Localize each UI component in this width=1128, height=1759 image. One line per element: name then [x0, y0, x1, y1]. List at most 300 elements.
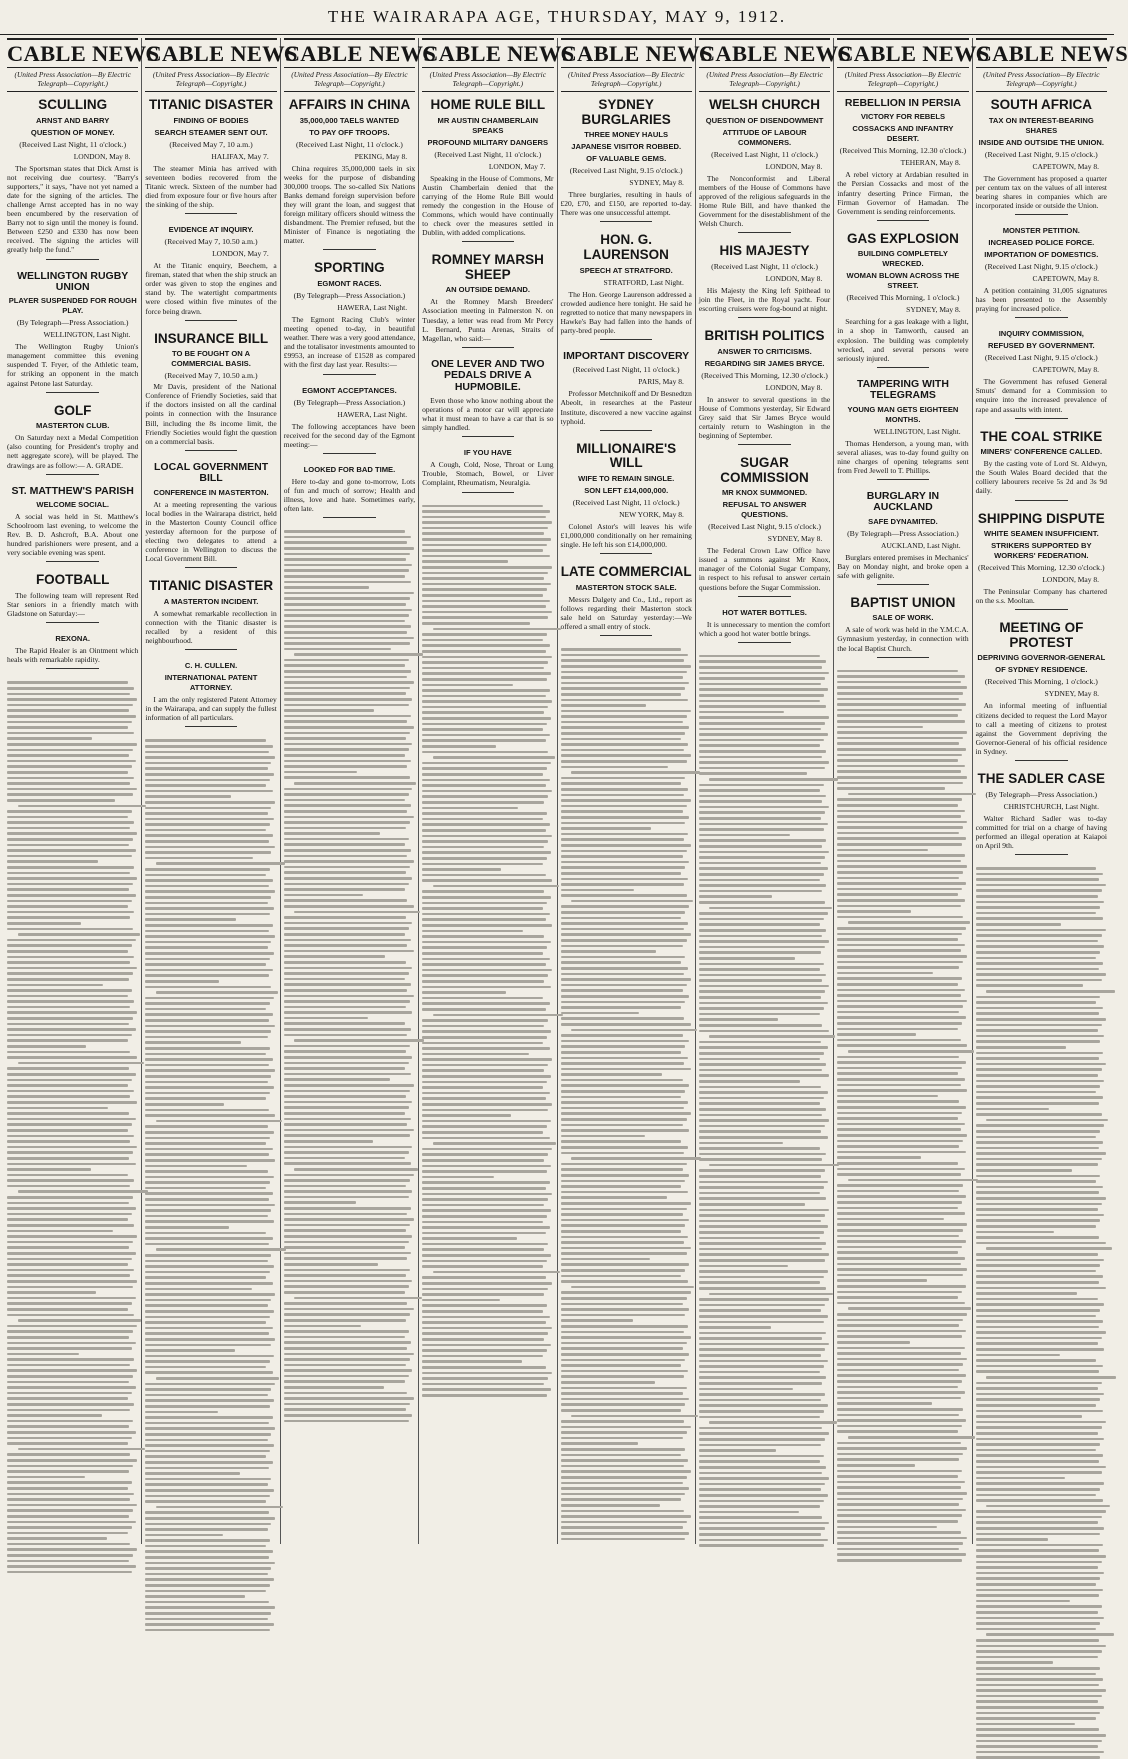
- print-line: [976, 1684, 1099, 1687]
- print-line: [145, 1304, 267, 1307]
- print-line: [976, 1342, 1098, 1345]
- print-line: [699, 1086, 821, 1089]
- print-line: [422, 1081, 547, 1084]
- print-line: [7, 1202, 129, 1205]
- print-line: [284, 1274, 406, 1277]
- print-line: [848, 1179, 978, 1182]
- article: [561, 231, 692, 344]
- dateline: LONDON, May 7.: [212, 249, 269, 259]
- print-line: [145, 907, 274, 910]
- print-line: [837, 1162, 958, 1165]
- article-body: I am the only registered Patent Attorney in the Wairarapa, and can supply the fullest information of all particulars.: [145, 695, 277, 723]
- print-line: [145, 1204, 275, 1207]
- print-line: [7, 1465, 133, 1468]
- print-line: [837, 1145, 959, 1148]
- print-line: [976, 1281, 1099, 1284]
- print-line: [145, 1192, 272, 1195]
- print-line: [699, 1130, 821, 1133]
- article-subhead: WOMAN BLOWN ACROSS THE STREET.: [846, 271, 960, 291]
- print-line: [7, 1174, 128, 1177]
- dateline: SYDNEY, May 8.: [629, 178, 684, 188]
- article-subhead: A MASTERTON INCIDENT.: [163, 596, 259, 606]
- print-line: [976, 901, 1105, 904]
- print-line: [422, 678, 547, 681]
- print-line: [7, 1560, 129, 1563]
- dateline: STRATFORD, Last Night.: [603, 277, 684, 287]
- print-line: [7, 810, 132, 813]
- print-line: [284, 1414, 413, 1417]
- print-line: [699, 851, 829, 854]
- print-line: [976, 1499, 1103, 1502]
- print-line: [699, 655, 820, 658]
- print-line: [145, 1153, 268, 1156]
- print-line: [976, 1494, 1097, 1497]
- print-line: [145, 1567, 271, 1570]
- print-line: [976, 1678, 1103, 1681]
- print-line: [145, 969, 272, 972]
- print-line: [7, 1347, 132, 1350]
- print-line: [699, 1069, 822, 1072]
- print-line: [976, 1449, 1097, 1452]
- article-subhead: ATTITUDE OF LABOUR COMMONERS.: [722, 127, 807, 147]
- print-line: [699, 1505, 820, 1508]
- print-line: [145, 1159, 275, 1162]
- print-line: [145, 1187, 266, 1190]
- print-line: [976, 1516, 1102, 1519]
- press-credit: (United Press Association—By Electric Telegraph—Copyright.): [699, 68, 830, 92]
- print-line: [976, 1326, 1099, 1329]
- print-line: [7, 922, 81, 925]
- print-line: [986, 990, 1115, 993]
- print-line: [422, 1221, 543, 1224]
- print-line: [284, 983, 411, 986]
- print-line: [7, 1353, 79, 1356]
- print-line: [422, 1042, 543, 1045]
- print-line: [422, 1058, 552, 1061]
- print-line: [976, 1018, 1106, 1021]
- print-line: [699, 1511, 799, 1514]
- print-line: [284, 676, 407, 679]
- article-body: A rebel victory at Ardabian resulted in the Persian Cossacks and most of the infantry deserting Prince Firman, the Firman Governor of Hamadan. The Government is sending reinforcements.: [837, 170, 969, 216]
- print-line: [7, 1028, 136, 1031]
- print-line: [976, 1152, 1106, 1155]
- received-note: (Received May 7, 10 a.m.): [169, 139, 253, 149]
- print-line: [145, 997, 274, 1000]
- article-subhead: WHITE SEAMEN INSUFFICIENT.: [983, 529, 1099, 539]
- article: [561, 96, 692, 226]
- print-line: [145, 1383, 275, 1386]
- print-line: [561, 1347, 683, 1350]
- print-line: [422, 1232, 545, 1235]
- print-line: [422, 717, 551, 720]
- print-line: [422, 1103, 552, 1106]
- print-line: [145, 1075, 271, 1078]
- print-line: [976, 1309, 1101, 1312]
- print-line: [561, 1291, 691, 1294]
- print-line: [699, 1360, 828, 1363]
- print-line: [976, 1410, 1103, 1413]
- print-line: [976, 945, 1105, 948]
- print-line: [561, 1476, 687, 1479]
- article-headline: INSURANCE BILL: [154, 330, 269, 346]
- print-line: [837, 1061, 966, 1064]
- received-note: (By Telegraph—Press Association.): [847, 528, 959, 538]
- dense-print-filler: [699, 652, 830, 1547]
- print-line: [976, 906, 1101, 909]
- print-line: [422, 1125, 547, 1128]
- print-line: [699, 1376, 826, 1379]
- print-line: [976, 1191, 1099, 1194]
- print-line: [7, 1403, 134, 1406]
- print-line: [699, 1013, 820, 1016]
- print-line: [284, 1269, 410, 1272]
- article-headline: SCULLING: [38, 97, 108, 112]
- print-line: [284, 916, 406, 919]
- print-line: [145, 1545, 266, 1548]
- print-line: [976, 1057, 1099, 1060]
- print-line: [976, 1466, 1106, 1469]
- print-line: [422, 723, 547, 726]
- print-line: [976, 1538, 1048, 1541]
- print-line: [561, 1387, 687, 1390]
- article-body: The Wellington Rugby Union's management committee this evening suspended T. Fryer, of the Athletic team, for striking an opponent in the match against Petone last Saturday.: [7, 342, 139, 388]
- print-line: [7, 1314, 134, 1317]
- print-line: [284, 1386, 384, 1389]
- article-subhead: WIFE TO REMAIN SINGLE.: [578, 473, 675, 483]
- article: [976, 224, 1107, 322]
- print-line: [699, 716, 829, 719]
- article-headline: ONE LEVER AND TWO PEDALS DRIVE A HUPMOBILE.: [431, 357, 545, 393]
- print-line: [145, 790, 272, 793]
- print-line: [7, 1537, 107, 1540]
- print-line: [145, 1472, 240, 1475]
- print-line: [7, 1179, 134, 1182]
- print-line: [837, 1089, 967, 1092]
- print-line: [699, 1354, 821, 1357]
- press-credit: (United Press Association—By Electric Telegraph—Copyright.): [561, 68, 692, 92]
- article: [7, 269, 138, 397]
- print-line: [145, 1137, 270, 1140]
- print-line: [18, 1190, 148, 1193]
- print-line: [433, 756, 555, 759]
- print-line: [284, 732, 410, 735]
- print-line: [145, 868, 270, 871]
- print-line: [976, 1040, 1101, 1043]
- print-line: [561, 989, 683, 992]
- press-credit: (United Press Association—By Electric Telegraph—Copyright.): [7, 68, 138, 92]
- print-line: [561, 1040, 690, 1043]
- print-line: [976, 1689, 1106, 1692]
- print-line: [7, 1107, 108, 1110]
- print-line: [976, 1287, 1106, 1290]
- print-line: [145, 840, 268, 843]
- print-line: [422, 1204, 544, 1207]
- print-line: [561, 1017, 684, 1020]
- print-line: [976, 1085, 1101, 1088]
- print-line: [422, 639, 543, 642]
- print-line: [976, 1594, 1099, 1597]
- print-line: [145, 1394, 267, 1397]
- print-line: [422, 1064, 548, 1067]
- print-line: [561, 782, 682, 785]
- print-line: [699, 957, 795, 960]
- dense-print-filler: [561, 645, 692, 1544]
- print-line: [145, 784, 266, 787]
- print-line: [145, 1590, 266, 1593]
- print-line: [837, 843, 962, 846]
- article-divider: [185, 213, 238, 214]
- print-line: [145, 963, 266, 966]
- print-line: [422, 857, 547, 860]
- print-line: [7, 1090, 134, 1093]
- print-line: [837, 810, 964, 813]
- print-line: [145, 1215, 267, 1218]
- print-line: [284, 1397, 414, 1400]
- article-subhead: INSIDE AND OUTSIDE THE UNION.: [978, 137, 1105, 147]
- print-line: [976, 1700, 1098, 1703]
- print-line: [284, 748, 409, 751]
- print-line: [7, 1079, 132, 1082]
- print-line: [422, 1131, 543, 1134]
- print-line: [561, 939, 687, 942]
- received-note: (Received This Morning, 12.30 o'clock.): [977, 563, 1105, 573]
- article-subhead: MR AUSTIN CHAMBERLAIN SPEAKS: [437, 115, 539, 135]
- print-line: [7, 1123, 132, 1126]
- print-line: [284, 1006, 406, 1009]
- print-line: [837, 1016, 966, 1019]
- article-headline: SOUTH AFRICA: [990, 97, 1093, 112]
- print-line: [837, 1531, 960, 1534]
- print-line: [837, 1509, 966, 1512]
- print-line: [284, 541, 407, 544]
- column-banner: CABLE NEWS: [284, 38, 415, 68]
- print-line: [837, 1168, 964, 1171]
- print-line: [976, 1510, 1106, 1513]
- dense-print-filler: [422, 502, 553, 1545]
- print-line: [837, 1542, 963, 1545]
- print-line: [837, 933, 962, 936]
- print-line: [422, 1069, 544, 1072]
- print-line: [561, 1247, 691, 1250]
- print-line: [7, 1397, 128, 1400]
- print-line: [284, 1146, 413, 1149]
- article-headline: HIS MAJESTY: [719, 243, 810, 259]
- print-line: [284, 1101, 413, 1104]
- print-line: [422, 566, 552, 569]
- print-line: [145, 1176, 274, 1179]
- print-line: [145, 1366, 266, 1369]
- print-line: [837, 720, 964, 723]
- print-line: [145, 1388, 271, 1391]
- print-line: [433, 628, 562, 631]
- print-line: [422, 1394, 547, 1397]
- print-line: [976, 1197, 1106, 1200]
- print-line: [7, 1325, 137, 1328]
- print-line: [837, 1397, 960, 1400]
- print-line: [284, 681, 414, 684]
- print-line: [422, 734, 549, 737]
- article-body: On Saturday next a Medal Competition (also counting for President's trophy and nett aggregate score), will be played. The drawings are as follow:— A. GRADE.: [7, 433, 139, 470]
- article: [422, 251, 553, 352]
- print-line: [561, 978, 691, 981]
- article-divider: [1015, 500, 1068, 501]
- article-subhead: SAFE DYNAMITED.: [868, 516, 938, 526]
- print-line: [145, 1623, 274, 1626]
- print-line: [699, 1527, 825, 1530]
- print-line: [976, 1175, 1101, 1178]
- print-line: [145, 1265, 274, 1268]
- print-line: [837, 1486, 960, 1489]
- print-line: [7, 1336, 129, 1339]
- print-line: [422, 963, 545, 966]
- article-body: Burglars entered premises in Mechanics' Bay on Monday night, and broke open a safe with gelignite.: [837, 552, 969, 580]
- article-divider: [877, 220, 930, 221]
- print-line: [848, 1307, 971, 1310]
- print-line: [561, 1152, 684, 1155]
- print-line: [422, 1237, 517, 1240]
- print-line: [837, 1537, 967, 1540]
- print-line: [976, 1007, 1103, 1010]
- print-line: [837, 1005, 963, 1008]
- print-line: [699, 1097, 824, 1100]
- print-line: [294, 911, 420, 914]
- print-line: [156, 1248, 286, 1251]
- print-line: [145, 896, 271, 899]
- print-line: [422, 1176, 494, 1179]
- print-line: [837, 1246, 962, 1249]
- article-body: Messrs Dalgety and Co., Ltd., report as follows regarding their Masterton stock sale held on Saturday yesterday:—We offered a small entry of stock.: [560, 594, 692, 632]
- print-line: [422, 633, 547, 636]
- print-line: [837, 994, 960, 997]
- print-line: [976, 878, 1099, 881]
- print-line: [422, 1260, 547, 1263]
- article: [976, 619, 1107, 765]
- print-line: [284, 1325, 362, 1328]
- print-line: [837, 1251, 958, 1254]
- print-line: [561, 1370, 688, 1373]
- print-line: [561, 1353, 690, 1356]
- print-line: [976, 1163, 1098, 1166]
- press-credit: (United Press Association—By Electric Telegraph—Copyright.): [422, 68, 553, 92]
- print-line: [976, 1454, 1103, 1457]
- print-line: [561, 754, 691, 757]
- print-line: [561, 1219, 690, 1222]
- print-line: [976, 1645, 1106, 1648]
- print-line: [7, 760, 136, 763]
- print-line: [976, 1292, 1077, 1295]
- print-line: [976, 1661, 1054, 1664]
- print-line: [837, 1100, 959, 1103]
- print-line: [7, 1084, 128, 1087]
- print-line: [284, 816, 414, 819]
- print-line: [433, 1142, 556, 1145]
- print-line: [156, 1377, 279, 1380]
- print-line: [145, 1321, 266, 1324]
- news-column: [4, 38, 160, 1544]
- print-line: [561, 1168, 683, 1171]
- print-line: [976, 1572, 1105, 1575]
- print-line: [837, 1184, 963, 1187]
- print-line: [561, 1263, 690, 1266]
- print-line: [699, 1181, 828, 1184]
- print-line: [699, 1472, 822, 1475]
- print-line: [837, 1106, 966, 1109]
- print-line: [561, 1196, 667, 1199]
- print-line: [561, 687, 686, 690]
- print-line: [7, 939, 136, 942]
- print-line: [284, 843, 405, 846]
- print-line: [422, 711, 544, 714]
- print-line: [145, 1103, 224, 1106]
- print-line: [422, 1248, 544, 1251]
- print-line: [837, 1374, 966, 1377]
- article-divider: [877, 657, 930, 658]
- article-divider: [738, 444, 791, 445]
- print-line: [284, 1229, 406, 1232]
- article-divider: [46, 259, 99, 260]
- print-line: [7, 687, 134, 690]
- print-line: [145, 1276, 266, 1279]
- print-line: [976, 1130, 1101, 1133]
- article-divider: [738, 232, 791, 233]
- print-line: [284, 894, 363, 897]
- dateline: PEKING, May 8.: [354, 151, 408, 161]
- print-line: [837, 1503, 959, 1506]
- print-line: [18, 1062, 144, 1065]
- print-line: [561, 1101, 688, 1104]
- print-line: [422, 941, 551, 944]
- print-line: [145, 1165, 246, 1168]
- print-line: [837, 1123, 964, 1126]
- print-line: [284, 793, 409, 796]
- dense-print-filler: [284, 527, 415, 1544]
- print-line: [284, 883, 409, 886]
- print-line: [699, 1002, 828, 1005]
- article-subhead: C. H. CULLEN.: [184, 661, 238, 671]
- print-line: [571, 1286, 694, 1289]
- print-line: [699, 1052, 824, 1055]
- print-line: [284, 1000, 410, 1003]
- article-divider: [462, 241, 515, 242]
- print-line: [7, 1526, 132, 1529]
- dateline: LONDON, May 8.: [765, 382, 823, 392]
- print-line: [7, 765, 132, 768]
- print-line: [7, 1000, 134, 1003]
- article-subhead: SON LEFT £14,000,000.: [584, 485, 669, 495]
- print-line: [561, 665, 691, 668]
- print-line: [699, 1007, 824, 1010]
- print-line: [837, 1341, 909, 1344]
- print-line: [561, 1107, 684, 1110]
- print-line: [145, 1461, 272, 1464]
- print-line: [699, 856, 825, 859]
- print-line: [7, 1280, 137, 1283]
- article: [7, 571, 138, 627]
- article-divider: [462, 347, 515, 348]
- print-line: [284, 1213, 407, 1216]
- print-line: [699, 974, 826, 977]
- print-line: [976, 1521, 1098, 1524]
- print-line: [976, 1382, 1102, 1385]
- print-line: [699, 951, 821, 954]
- print-line: [145, 846, 275, 849]
- print-line: [976, 1365, 1103, 1368]
- print-line: [422, 1165, 551, 1168]
- print-line: [976, 1555, 1106, 1558]
- print-line: [699, 1477, 829, 1480]
- print-line: [976, 1236, 1099, 1239]
- print-line: [7, 827, 130, 830]
